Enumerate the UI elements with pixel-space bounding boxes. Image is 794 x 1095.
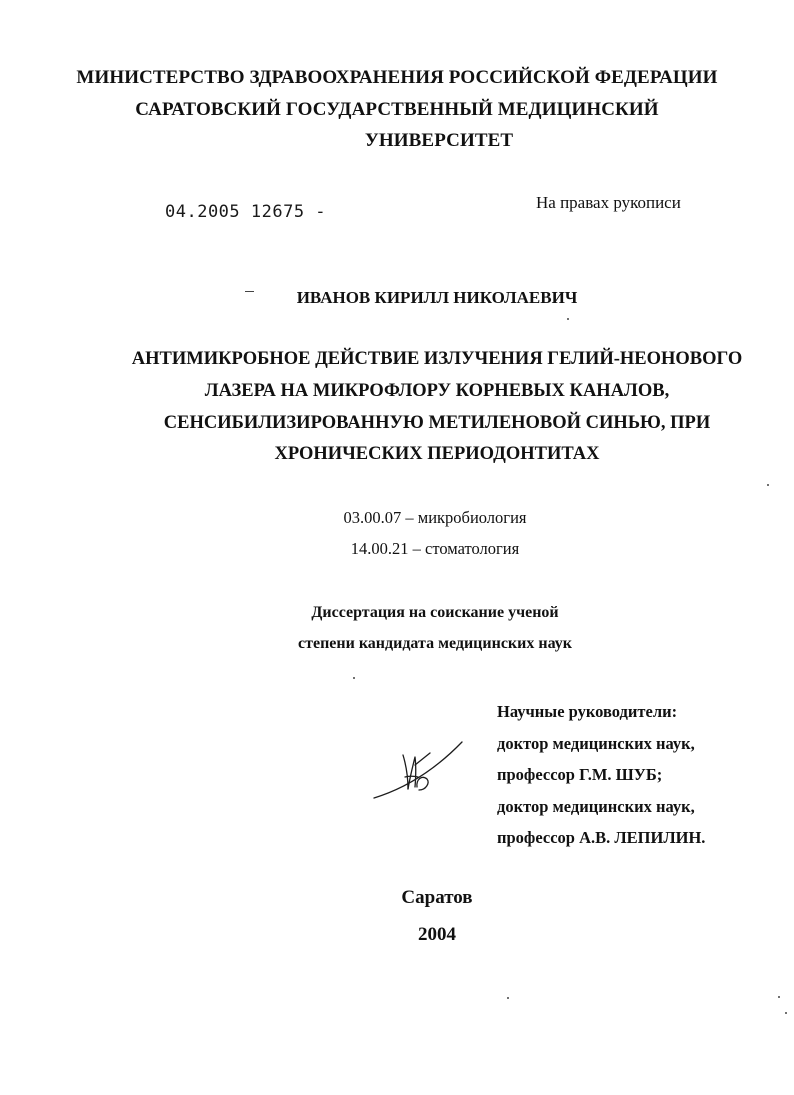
scan-speck bbox=[778, 996, 780, 998]
scan-speck bbox=[567, 318, 569, 320]
supervisor-2-degree: доктор медицинских наук, bbox=[497, 796, 695, 816]
scan-speck bbox=[507, 997, 509, 999]
supervisor-1-degree: доктор медицинских наук, bbox=[497, 733, 695, 753]
dissertation-line-1: Диссертация на соискание ученой bbox=[311, 604, 559, 621]
year: 2004 bbox=[418, 924, 456, 945]
archive-number-text: 04.2005 12675 bbox=[165, 202, 305, 222]
scan-speck bbox=[353, 677, 355, 679]
supervisors-block bbox=[497, 696, 705, 854]
title-line-3: СЕНСИБИЛИЗИРОВАННУЮ МЕТИЛЕНОВОЙ СИНЬЮ, ПРИ bbox=[163, 413, 711, 433]
supervisor-1-name: профессор Г.М. ШУБ; bbox=[497, 765, 663, 784]
rights-note: На правах рукописи bbox=[536, 193, 681, 212]
dissertation-line-2: степени кандидата медицинских наук bbox=[298, 635, 572, 652]
author-name: ИВАНОВ КИРИЛЛ НИКОЛАЕВИЧ bbox=[296, 288, 578, 307]
ministry-line-2: САРАТОВСКИЙ ГОСУДАРСТВЕННЫЙ МЕДИЦИНСКИЙ bbox=[135, 99, 659, 120]
scan-speck bbox=[767, 484, 769, 486]
supervisors-heading: Научные руководители: bbox=[497, 702, 678, 721]
ministry-line-1: МИНИСТЕРСТВО ЗДРАВООХРАНЕНИЯ РОССИЙСКОЙ ФЕДЕРАЦИИ bbox=[76, 67, 718, 88]
specialty-2: 14.00.21 – стоматология bbox=[350, 539, 520, 558]
handwritten-signature-icon bbox=[370, 735, 470, 810]
ministry-line-3: УНИВЕРСИТЕТ bbox=[364, 130, 514, 151]
scan-speck bbox=[785, 1012, 787, 1014]
supervisor-2-name: профессор А.В. ЛЕПИЛИН. bbox=[497, 828, 706, 847]
title-line-1: АНТИМИКРОБНОЕ ДЕЙСТВИЕ ИЗЛУЧЕНИЯ ГЕЛИЙ-НЕОНОВОГО bbox=[131, 349, 743, 369]
archive-number-dash: - bbox=[304, 202, 327, 222]
archive-number bbox=[165, 202, 326, 222]
title-line-4: ХРОНИЧЕСКИХ ПЕРИОДОНТИТАХ bbox=[274, 444, 600, 464]
title-line-2: ЛАЗЕРА НА МИКРОФЛОРУ КОРНЕВЫХ КАНАЛОВ, bbox=[204, 381, 670, 401]
scan-mark bbox=[245, 291, 254, 292]
city: Саратов bbox=[401, 887, 473, 908]
specialty-1: 03.00.07 – микробиология bbox=[343, 508, 527, 527]
